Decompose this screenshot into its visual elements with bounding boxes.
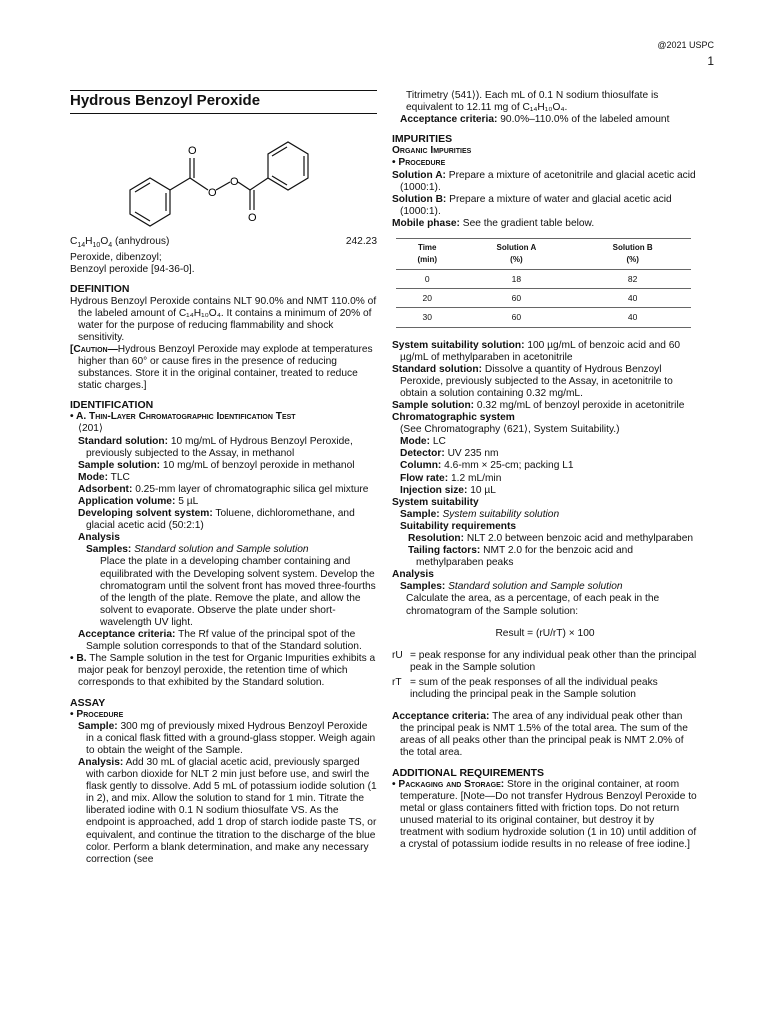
assay-heading: ASSAY (70, 696, 106, 709)
analysis-label: Analysis (78, 532, 120, 544)
left-column: Hydrous Benzoyl Peroxide O O O O $C_{14}H_{10}O_4$ (anhydrous) 242.23 Peroxide, dibenzoyl; Benzoyl peroxide [94-36-0]. DEFINITION Hydrous Benzoyl Peroxide contains NLT 90.0% and NMT 110.0% of the labeled amount of C₁₄H₁₀O₄. It contains a minimum of 20% of water for the purpose of reducing flammability and shock sensitivity. [Caution—Hydrous Benzoyl Peroxide may explode at temperatures higher than 60° or cause fires in the presence of reducing substances. Store it in the original container, treated to reduce static charges.] IDENTIFICATION • A. Thin-Layer Chromatographic Identification Test ⟨201⟩ Standard solution: 10 mg/mL of Hydrous Benzoyl Peroxide, previously subjected to the Assay, in methanol Sample solution: 10 mg/mL of benzoyl peroxide in methanol Mode: TLC Adsorbent: 0.25-mm layer of chromatographic silica gel mixture Application volume: 5 µL Developing solvent system: Toluene, dichloromethane, and glacial acetic acid (50:2:1) Analysis Samples: Standard solution and Sample solution Place the plate in a developing chamber containing and equilibrated with the Developing solvent system. Develop the chromatogram until the solvent front has moved three-fourths of the length of the plate. Remove the plate, and allow the solvent to evaporate. Observe the plate under short-wavelength UV light. Acceptance criteria: The Rf value of the principal spot of the Sample solution corresponds to that of the Standard solution. • B. The Sample solution in the test for Organic Impurities exhibits a major peak for benzoyl peroxide, the retention time of which corresponds to that exhibited by the Standard solution. ASSAY • Procedure Sample: 300 mg of previously mixed Hydrous Benzoyl Peroxide in a conical flask fitted with a ground-glass stopper. Weigh again to obtain the weight of the Sample. Analysis: Add 30 mL of glacial acetic acid, previously sparged with carbon dioxide for NLT 2 min just before use, and swirl the flask gently to dissolve. Add 5 mL of potassium iodide solution (1 in 2), and mix. Allow the solution to stand for 1 min. Titrate the liberated iodine with 0.1 N sodium thiosulfate VS. As the endpoint is approached, add 1 drop of starch iodide paste TS, or equivalent, and continue the titration to the discharge of the blue color. Perform a blank determination, and make any necessary correction (see (70, 92, 377, 865)
synonym: Peroxide, dibenzoyl; (70, 252, 162, 264)
impurities-heading: IMPURITIES (392, 133, 453, 146)
assay-cont: Titrimetry ⟨541⟩). Each mL of 0.1 N sodium thiosulfate is equivalent to 12.11 mg of C₁₄H₁₀O₄. (406, 90, 659, 114)
test-b: • B. The Sample solution in the test for Organic Impurities exhibits a major peak for benzoyl peroxide, the retention time of which corresponds to that exhibited by the Standard solution. (70, 653, 376, 689)
right-column: Titrimetry ⟨541⟩). Each mL of 0.1 N sodium thiosulfate is equivalent to 12.11 mg of C₁₄H₁₀O₄. Acceptance criteria: 90.0%–110.0% of the labeled amount IMPURITIES Organic Impurities • Procedure Solution A: Prepare a mixture of acetonitrile and glacial acetic acid (1000:1). Solution B: Prepare a mixture of water and glacial acetic acid (1000:1). Mobile phase: See the gradient table below. Time (min) Solution A (%) Solution B (%) 0 18 82 20 60 40 30 60 40 System suitability solution: 100 µg/mL of benzoic acid and 60 µg/mL of methylparaben in acetonitrile Standard solution: Dissolve a quantity of Hydrous Benzoyl Peroxide, previously subjected to the Assay, in acetonitrile to obtain a solution containing 0.32 mg/mL. Sample solution: 0.32 mg/mL of benzoyl peroxide in acetonitrile Chromatographic system (See Chromatography ⟨621⟩, System Suitability.) Mode: LC Detector: UV 235 nm Column: 4.6-mm × 25-cm; packing L1 Flow rate: 1.2 mL/min Injection size: 10 µL System suitability Sample: System suitability solution Suitability requirements Resolution: NLT 2.0 between benzoic acid and methylparaben Tailing factors: NMT 2.0 for the benzoic acid and methylparaben peaks Analysis Samples: Standard solution and Sample solution Calculate the area, as a percentage, of each peak in the chromatogram of the Sample solution: Result = (rU/rT) × 100 rU = peak response for any individual peak other than the principal peak in the Sample solution rT = sum of the peak responses of all the individual peaks including the principal peak in the Sample solution Acceptance criteria: The area of any individual peak other than the principal peak is NMT 1.5% of the total area. The sum of the areas of all peaks other than the principal peak is NMT 2.0% of the total area. ADDITIONAL REQUIREMENTS • Packaging and Storage: Store in the original container, at room temperature. [Note—Do not transfer Hydrous Benzoyl Peroxide to metal or glass containers fitted with friction tops. Do not return unused material to its original container, but destroy it by treatment with sodium hydroxide solution (1 in 10) until addition of a crystal of potassium iodide results in no release of free iodine.] (392, 90, 697, 851)
definition-heading: DEFINITION (70, 283, 130, 296)
atom-o1: O (188, 145, 197, 158)
chemical-structure (110, 120, 310, 230)
packaging-storage: • Packaging and Storage: Store in the original container, at room temperature. [Note—Do not transfer Hydrous Benzoyl Peroxide to metal or glass containers fitted with friction tops. Do not return unused material to its original container, but destroy it by treatment with sodium hydroxide solution (1 in 10) until addition of a crystal of potassium iodide results in no release of free iodine.] (392, 778, 697, 851)
table-header: Time (min) (396, 239, 458, 270)
organic-impurities: Organic Impurities (392, 145, 472, 157)
assay-procedure: • Procedure (70, 708, 124, 720)
page-number: 1 (707, 54, 714, 68)
tlc-procedure: Place the plate in a developing chamber containing and equilibrated with the Developing solvent system. Develop the chromatogram until the solvent front has moved three-fourths of the length of the plate. Remove the plate, and allow the solvent to evaporate. Observe the plate under short-wavelength UV light. (100, 556, 376, 628)
gradient-table (396, 238, 691, 327)
copyright: @2021 USPC (657, 40, 714, 50)
left-benzene-ring (130, 178, 170, 226)
table-row: 20 60 40 (396, 289, 691, 308)
test-a-ref: ⟨201⟩ (78, 423, 103, 435)
caution-text: [Caution—Hydrous Benzoyl Peroxide may explode at temperatures higher than 60° or cause fires in the presence of reducing substances. Store it in the original container, treated to reduce static charges.] (70, 343, 373, 392)
ru-definition: rU = peak response for any individual peak other than the principal peak in the Sample solution (392, 649, 697, 673)
formula-row (70, 236, 377, 252)
atom-o3: O (230, 176, 239, 189)
cas-name: Benzoyl peroxide [94-36-0]. (70, 264, 195, 276)
table-header: Solution B (%) (574, 239, 691, 270)
atom-o2: O (208, 187, 217, 200)
page-title: Hydrous Benzoyl Peroxide (70, 90, 377, 114)
table-header: Solution A (%) (458, 239, 574, 270)
page-header (657, 38, 714, 68)
molecular-formula: $C_{14}H_{10}O_4$ (anhydrous) (70, 236, 170, 250)
right-benzene-ring (268, 142, 308, 190)
test-a-title: • A. Thin-Layer Chromatographic Identification Test (70, 411, 296, 423)
additional-heading: ADDITIONAL REQUIREMENTS (392, 766, 545, 779)
definition-text: Hydrous Benzoyl Peroxide contains NLT 90.0% and NMT 110.0% of the labeled amount of C₁₄H₁₀O₄. It contains a minimum of 20% of water for the purpose of reducing flammability and shock sensitivity. (70, 295, 377, 343)
test-a-lines: Standard solution: 10 mg/mL of Hydrous Benzoyl Peroxide, previously subjected to the Assay, in methanol Sample solution: 10 mg/mL of benzoyl peroxide in methanol Mode: TLC Adsorbent: 0.25-mm layer of chromatographic silica gel mixture Application volume: 5 µL Developing solvent system: Toluene, dichloromethane, and glacial acetic acid (50:2:1) (78, 435, 369, 532)
molecular-weight: 242.23 (345, 236, 377, 248)
result-formula: Result = (rU/rT) × 100 (495, 627, 595, 639)
rt-definition: rT = sum of the peak responses of all the individual peaks including the principal peak in the Sample solution (392, 676, 658, 701)
identification-heading: IDENTIFICATION (70, 399, 154, 412)
chrom-system-label: Chromatographic system (392, 412, 515, 424)
table-row: 0 18 82 (396, 270, 691, 289)
atom-o4: O (248, 212, 257, 225)
table-row: 30 60 40 (396, 308, 691, 327)
